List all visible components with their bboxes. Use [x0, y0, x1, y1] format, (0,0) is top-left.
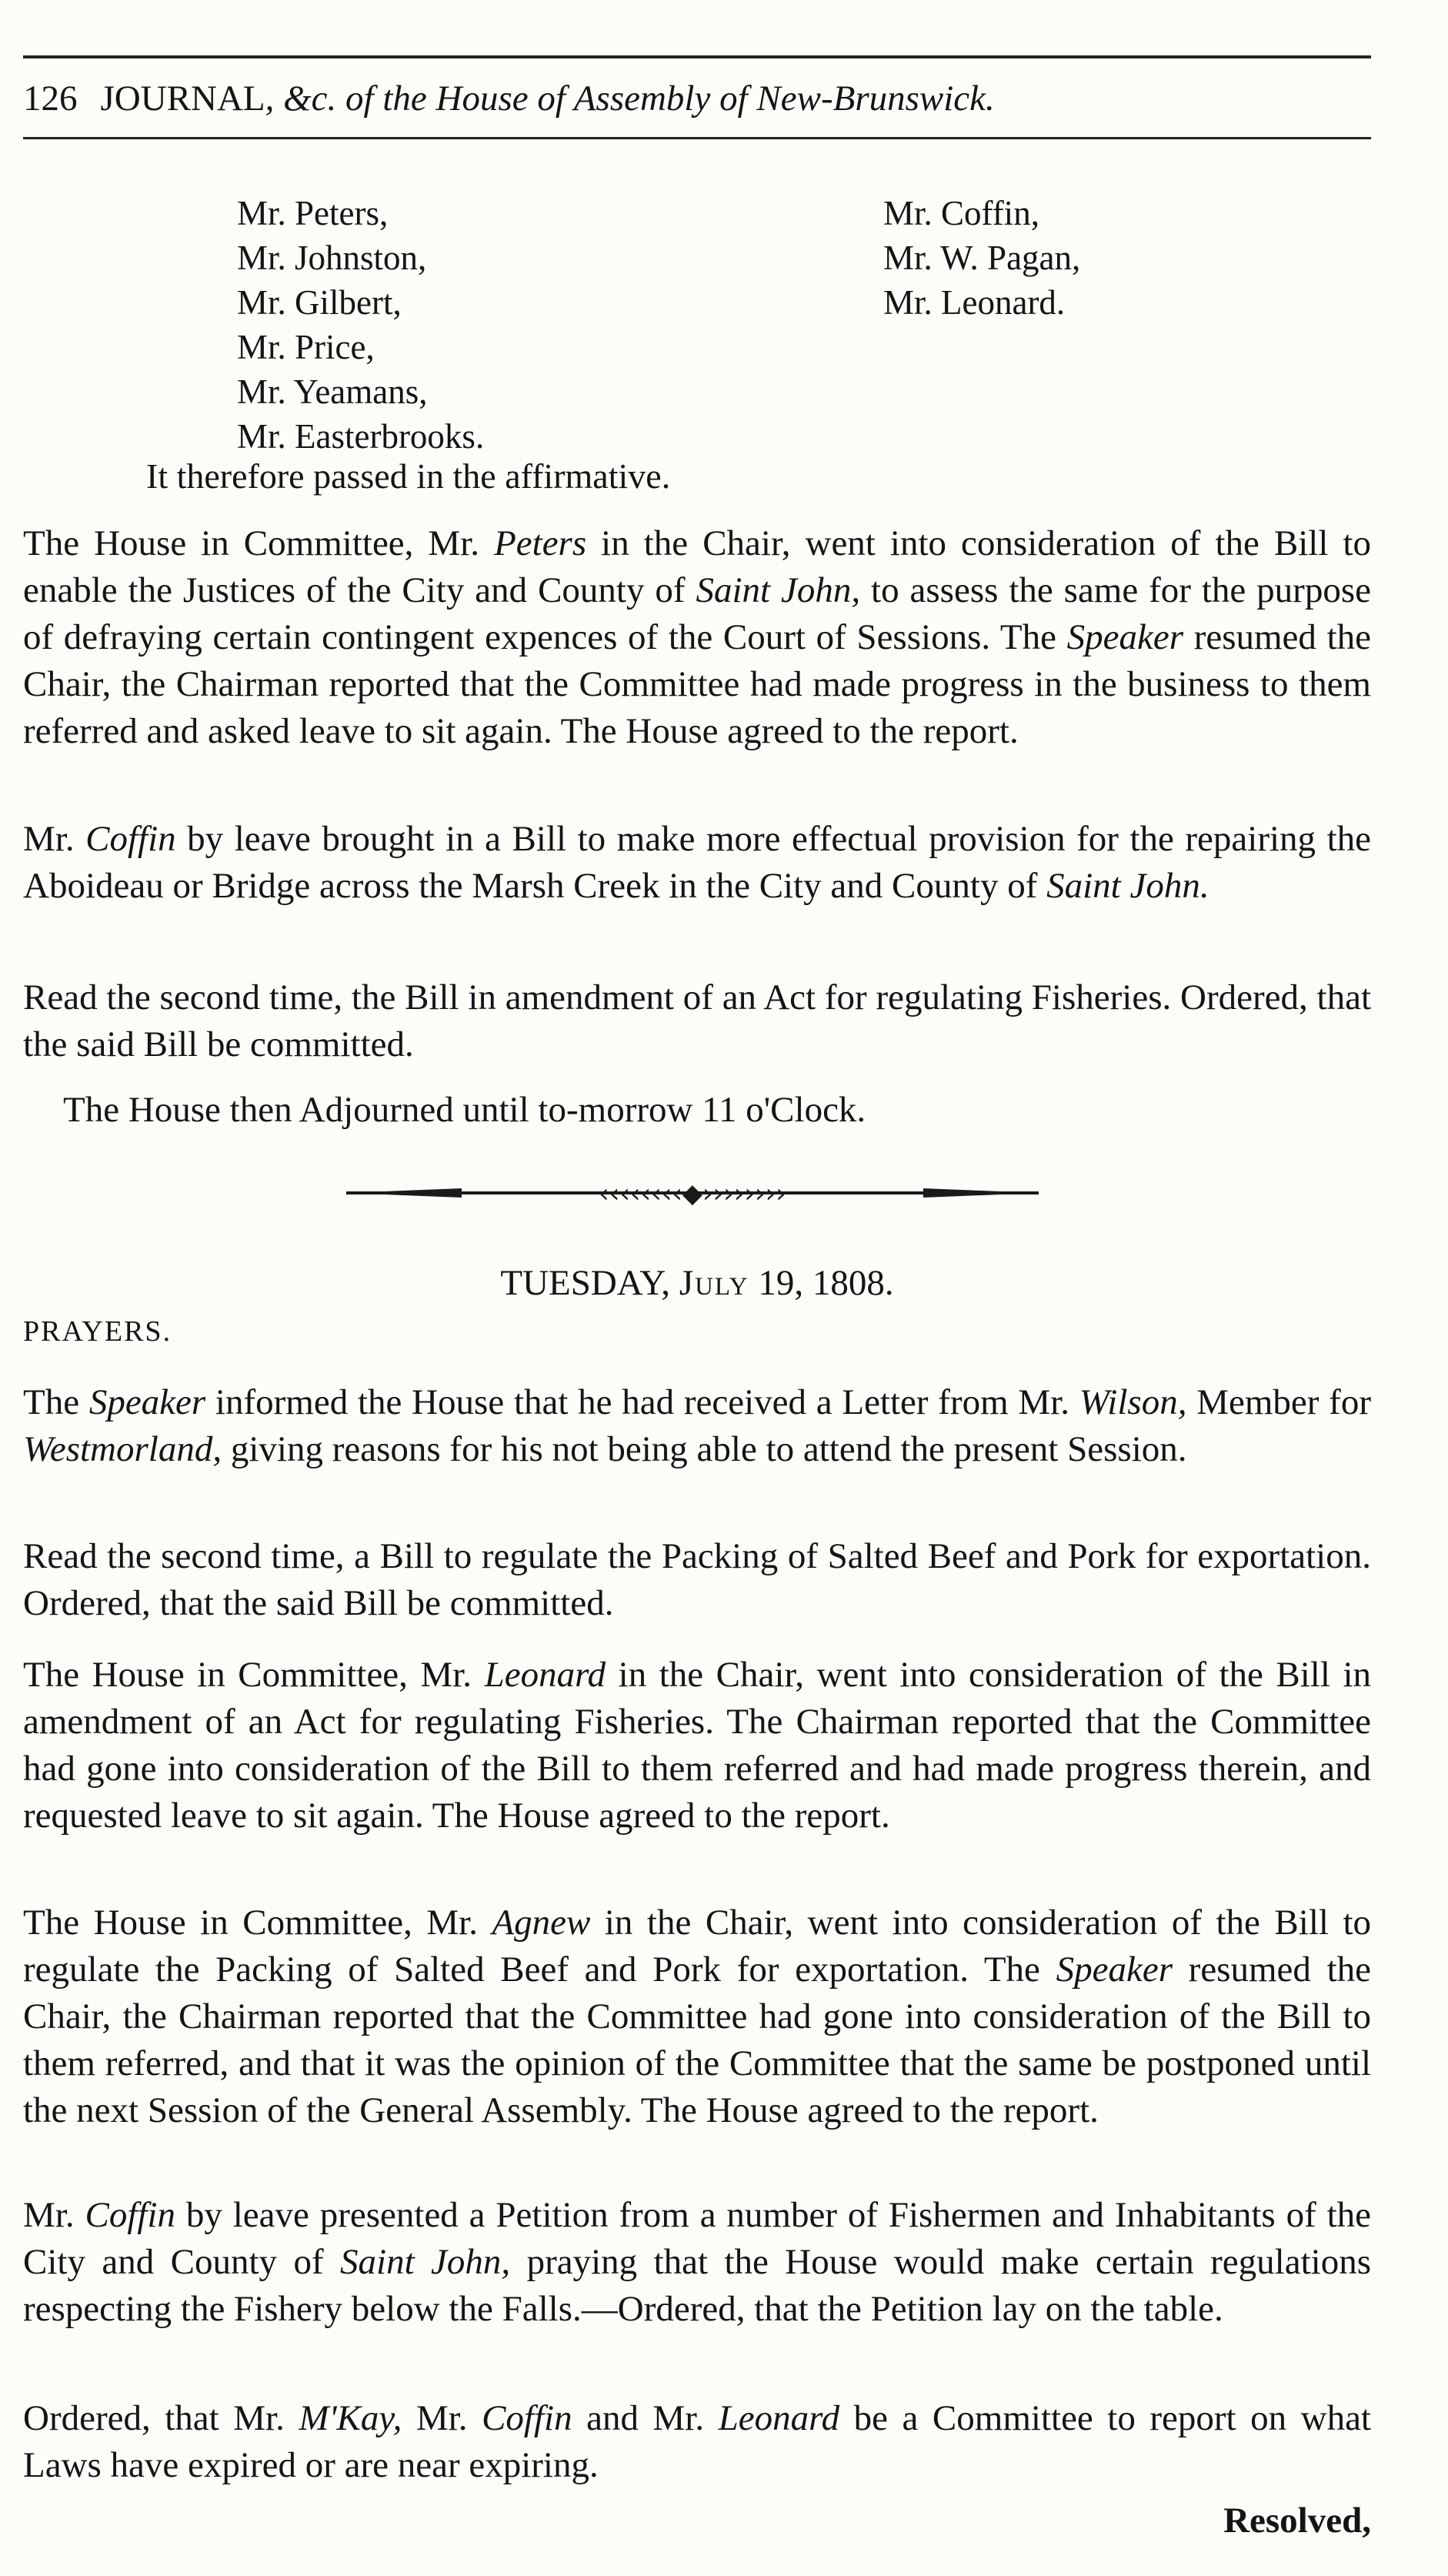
- vote-name: Mr. Leonard.: [883, 283, 1066, 322]
- paragraph: The Speaker informed the House that he had received a Letter from Mr. Wilson, Member for Westmorland, giving reasons for his not being able to attend the present Session.: [23, 1382, 1371, 1469]
- vote-name: Mr. Yeamans,: [237, 373, 428, 411]
- vote-name: Mr. Peters,: [237, 194, 389, 232]
- paragraph: Mr. Coffin by leave presented a Petition from a number of Fishermen and Inhabitants of the City and County of Saint John, praying that the House would make certain regulations respecting the Fishery below the Falls.—Ordered, that the Petition lay on the table.: [23, 2195, 1371, 2329]
- header-top-rule: [23, 55, 1371, 58]
- vote-list-right: [883, 191, 1080, 325]
- vote-name: Mr. Price,: [237, 328, 375, 366]
- vote-name: Mr. Gilbert,: [237, 283, 402, 322]
- svg-text:‹‹‹‹‹‹‹‹◆››››››››: ‹‹‹‹‹‹‹‹◆››››››››: [599, 1178, 786, 1208]
- paragraph: Ordered, that Mr. M'Kay, Mr. Coffin and Mr. Leonard be a Committee to report on what Laws have expired or are near expiring.: [23, 2398, 1371, 2485]
- paragraph: The House in Committee, Mr. Agnew in the Chair, went into consideration of the Bill to regulate the Packing of Salted Beef and Pork for exportation. The Speaker resumed the Chair, the Chairman reported that the Committee had gone into consideration of the Bill to them referred, and that it was the opinion of the Committee that the same be postponed until the next Session of the General Assembly. The House agreed to the report.: [23, 1903, 1372, 2130]
- vote-result: It therefore passed in the affirmative.: [146, 456, 671, 496]
- header-bottom-rule: [23, 137, 1371, 139]
- vote-name: Mr. Coffin,: [883, 194, 1039, 232]
- vote-name: Mr. Easterbrooks.: [237, 417, 485, 456]
- prayers-label: PRAYERS.: [23, 1315, 172, 1348]
- ornament-divider-icon: [346, 1178, 1039, 1208]
- journal-page: [23, 0, 1371, 2576]
- paragraph: The House in Committee, Mr. Leonard in the Chair, went into consideration of the Bill in amendment of an Act for regulating Fisheries. The Chairman reported that the Committee had gone into consideration of the Bill to them referred and had made progress therein, and requested leave to sit again. The House agreed to the report.: [23, 1655, 1371, 1836]
- vote-name: Mr. W. Pagan,: [883, 239, 1081, 277]
- paragraph: Read the second time, a Bill to regulate the Packing of Salted Beef and Pork for exportation. Ordered, that the said Bill be committed.: [23, 1536, 1371, 1623]
- vote-name: Mr. Johnston,: [237, 239, 427, 277]
- header-title: JOURNAL: [100, 79, 265, 119]
- day-heading: TUESDAY, July 19, 1808.: [500, 1263, 894, 1303]
- adjournment-line: The House then Adjourned until to-morrow 11 o'Clock.: [63, 1090, 866, 1130]
- header-title-rest: , &c. of the House of Assembly of New-Brunswick.: [265, 79, 995, 119]
- page-number: 126: [23, 79, 78, 119]
- catchword: Resolved,: [1223, 2501, 1371, 2541]
- paragraph: The House in Committee, Mr. Peters in the Chair, went into consideration of the Bill to enable the Justices of the City and County of Saint John, to assess the same for the purpose of defraying certain contingent expences of the Court of Sessions. The Speaker resumed the Chair, the Chairman reported that the Committee had made progress in the business to them referred and asked leave to sit again. The House agreed to the report.: [23, 523, 1371, 751]
- paragraph: Read the second time, the Bill in amendment of an Act for regulating Fisheries. Ordered, that the said Bill be committed.: [23, 977, 1371, 1064]
- page-header: [23, 75, 1371, 122]
- vote-list-left: [237, 191, 484, 459]
- paragraph: Mr. Coffin by leave brought in a Bill to make more effectual provision for the repairing the Aboideau or Bridge across the Marsh Creek in the City and County of Saint John.: [23, 819, 1371, 906]
